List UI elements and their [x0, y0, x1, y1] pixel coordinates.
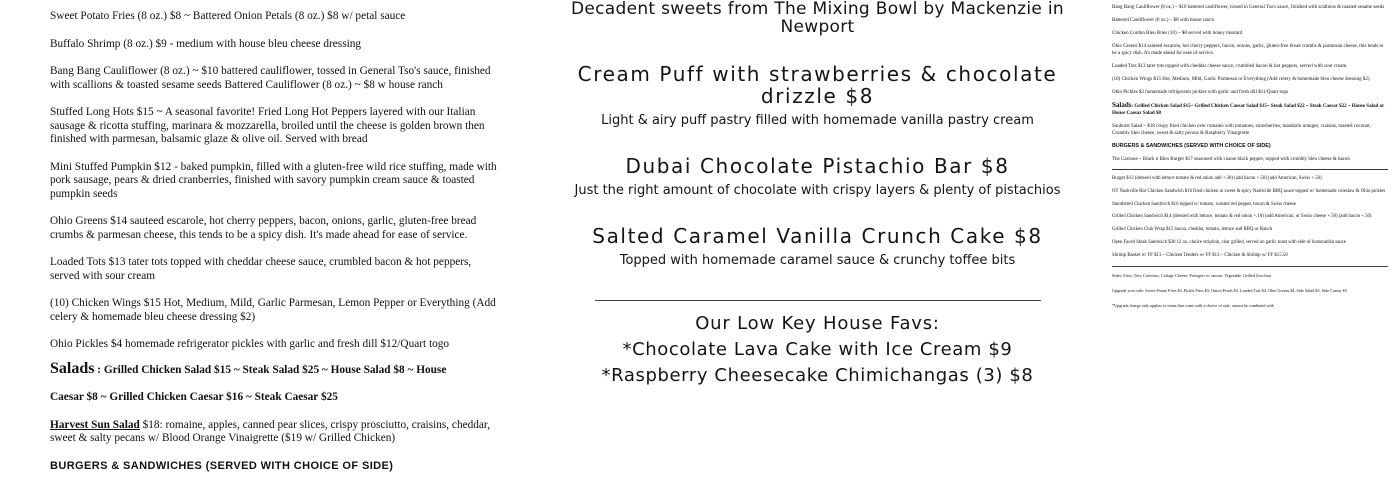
- caesar-line: [50, 391, 497, 405]
- dessert-name: Dubai Chocolate Pistachio Bar $8: [625, 154, 1010, 178]
- menu-item-bang-bang-cauliflower: Bang Bang Cauliflower (8 oz.) ~ $10 battered cauliflower, tossed in General Tso's sauce, finished with scallions & toasted sesame seeds Battered Cauliflower (8 oz.) ~ $8 w house ranch: [50, 65, 491, 91]
- salads-options: : Grilled Chicken Salad $15~ Grilled Chicken Caesar Salad $15~ Steak Salad $22 ~ Steak Caesar $22 ~ House Salad or House Caesar Salad $8: [1112, 104, 1385, 116]
- dessert-desc: Topped with homemade caramel sauce & crunchy toffee bits: [619, 253, 1016, 268]
- menu-item: Smothered Chicken Sandwich $16 topped w/ tomato, roasted red pepper, bacon & Swiss cheese: [1112, 201, 1297, 207]
- menu-item: OT Nashville Hot Chicken Sandwich $16 fried chicken in sweet & spicy Nashville BBQ sauce topped w/ homemade coleslaw & Ohio pickles: [1112, 188, 1386, 194]
- salads-line: [1112, 102, 1388, 117]
- menu-item: Grilled Chicken Club Wrap $15 bacon, cheddar, tomato, lettuce and BBQ or Ranch: [1112, 227, 1273, 233]
- menu-item-sweet-potato-fries: Sweet Potato Fries (8 oz.) $8 ~ Battered Onion Petals (8 oz.) $8 w/ petal sauce: [50, 10, 406, 22]
- house-favs-title: Our Low Key House Favs:: [695, 313, 940, 334]
- menu-item: Loaded Tots $13 tater tots topped with cheddar cheese sauce, crumbled bacon & hot peppers, served with sour cream: [1112, 64, 1347, 69]
- menu-item: (10) Chicken Wings $15 Hot, Medium, Mild, Garlic Parmesan or Everything (Add celery & homemade bleu cheese dressing $2): [1112, 77, 1370, 82]
- menu-item: Chicken Cordon Bleu Bites (10) ~ $8 served with honey mustard: [1112, 31, 1243, 36]
- burgers-sandwiches-heading: BURGERS & SANDWICHES (SERVED WITH CHOICE OF SIDE): [1112, 143, 1271, 149]
- menu-item: Ohio Greens $14 sauteed escarole, hot cherry peppers, bacon, onions, garlic, gluten-free bread crumbs & parmesan cheese, this tends to be a spicy dish. It's made ahead for ease of service.: [1112, 44, 1384, 56]
- salads-line: [50, 359, 497, 378]
- sides-note: Sides: Fries; Tots; Coleslaw; Cottage Cheese; Pierogies w/ onions. Vegetable: Grilled Zucchini: [1112, 272, 1271, 278]
- menu-item-stuffed-long-hots: Stuffed Long Hots $15 ~ A seasonal favorite! Fried Long Hot Peppers layered with our Italian sausage & ricotta stuffing, marinara & mozzarella, broiled until the cheese is golden brown then finished with parmesan, balsamic glaze & olive oil. Served with bread: [50, 106, 485, 145]
- menu-item-carzone-burger: The Carzone ~ Black n Bleu Burger $17 seasoned with coarse black pepper, topped with crumbly bleu cheese & bacon: [1112, 157, 1350, 162]
- menu-item-mini-stuffed-pumpkin: Mini Stuffed Pumpkin $12 - baked pumpkin, filled with a gluten-free wild rice stuffing, made with pork sausage, pears & dried cranberries, finished with savory pumpkin cream sauce & toasted pumpkin seeds: [50, 160, 497, 200]
- menu-item-buffalo-shrimp: Buffalo Shrimp (8 oz.) $9 - medium with house bleu cheese dressing: [50, 37, 362, 50]
- menu-item-loaded-tots: Loaded Tots $13 tater tots topped with cheddar cheese sauce, crumbled bacon & hot peppers, served with sour cream: [50, 256, 472, 282]
- upgrade-note: Upgrade your side: Sweet Potato Fries $3, Pickle Fries $3, Onion Petals $3, Loaded Tots $4, Ohio Greens $4, Side Salad $3, Side Caesar $3: [1112, 287, 1347, 293]
- section-divider: [1112, 266, 1388, 267]
- menu-item-chicken-wings: (10) Chicken Wings $15 Hot, Medium, Mild, Garlic Parmesan, Lemon Pepper or Everything (Add celery & homemade bleu cheese dressing $2): [50, 297, 496, 323]
- dessert-name: Salted Caramel Vanilla Crunch Cake $8: [592, 224, 1043, 248]
- section-divider: [1112, 169, 1388, 170]
- menu-item-harvest-sun-salad: [50, 419, 497, 446]
- dessert-item-salted-caramel-cake: [545, 225, 1090, 268]
- dessert-name: Cream Puff with strawberries & chocolate drizzle $8: [577, 62, 1058, 108]
- dessert-desc: Just the right amount of chocolate with crispy layers & plenty of pistachios: [574, 183, 1061, 198]
- salads-heading: Salads: [1112, 101, 1132, 109]
- house-fav-item: *Chocolate Lava Cake with Ice Cream $9: [622, 339, 1013, 360]
- appetizer-menu-page: [0, 0, 545, 500]
- house-fav-item: *Raspberry Cheesecake Chimichangas (3) $8: [601, 365, 1034, 386]
- menu-item: Ohio Pickles $3 homemade refrigerator pickles with garlic and fresh dill $11/Quart togo: [1112, 90, 1289, 95]
- burgers-sandwiches-heading: BURGERS & SANDWICHES (SERVED WITH CHOICE OF SIDE): [50, 459, 394, 472]
- sandwiches-small: [1112, 176, 1388, 260]
- menu-item-sunburst-salad: Sunburst Salad ~ $18 crispy fried chicken over romaine with tomatoes, strawberries, mandarin oranges, craisins, toasted coconut, Crumbly bleu cheese, sweet & salty pecans & Raspberry Vinaigrette: [1112, 124, 1371, 136]
- menu-item-ohio-pickles: Ohio Pickles $4 homemade refrigerator pickles with garlic and fresh dill $12/Quart togo: [50, 338, 450, 350]
- menu-item: Open Faced Steak Sandwich $30 12 oz. choice striploin, char grilled, served on garlic toast with side of horseradish sauce: [1112, 239, 1346, 245]
- menu-item: Shrimp Basket w/ FF $13 ~ Chicken Tenders w/ FF $13 ~ Chicken & Shrimp w/ FF $15.50: [1112, 252, 1288, 258]
- caesar-options: Caesar $8 ~ Grilled Chicken Caesar $16 ~ Steak Caesar $25: [50, 391, 338, 403]
- menu-item: Bang Bang Cauliflower (8 oz.) ~ $10 battered cauliflower, tossed in General Tso's sauce, finished with scallions & toasted sesame seeds: [1112, 5, 1385, 10]
- dessert-desc: Light & airy puff pastry filled with homemade vanilla pastry cream: [601, 113, 1034, 128]
- harvest-salad-desc: $18: romaine, apples, canned pear slices, crispy prosciutto, craisins, cheddar, sweet & salty pecans w/ Blood Orange Vinaigrette ($19 w/ Grilled Chicken): [50, 418, 491, 444]
- menu-item: Battered Cauliflower (8 oz.) ~ $8 with house ranch: [1112, 18, 1214, 23]
- salads-heading: Salads: [50, 359, 95, 377]
- dessert-menu-page: [545, 0, 1090, 500]
- dessert-header: Decadent sweets from The Mixing Bowl by Mackenzie in Newport: [570, 0, 1064, 37]
- salads-options: : Grilled Chicken Salad $15 ~ Steak Salad $25 ~ House Salad $8 ~ House: [97, 363, 447, 376]
- sides-notes: [1112, 273, 1388, 309]
- menu-item: Grilled Chicken Sandwich $14 (dressed with lettuce, tomato & red onion +.10) (add American, or Swiss cheese +.50) (add bacon +.50): [1112, 214, 1372, 220]
- harvest-salad-title: Harvest Sun Salad: [50, 418, 140, 431]
- section-divider: [595, 300, 1041, 301]
- menu-item: Burger $13 (dressed with lettuce tomato & red onion add +.30) (add bacon +.50) (add American, Swiss +.50): [1112, 176, 1322, 181]
- upgrade-charge-note: *Upgrade charge only applies to items that come with a choice of side, cannot be combined with: [1112, 302, 1274, 308]
- appetizers-small: [1112, 4, 1388, 163]
- menu-item-ohio-greens: Ohio Greens $14 sauteed escarole, hot cherry peppers, bacon, onions, garlic, gluten-free bread crumbs & parmesan cheese, this tends to be a spicy dish. It's made ahead for ease of service.: [50, 215, 477, 241]
- full-menu-page: [1090, 0, 1400, 500]
- dessert-item-dubai-chocolate: [545, 155, 1090, 198]
- dessert-item-cream-puff: [545, 63, 1090, 128]
